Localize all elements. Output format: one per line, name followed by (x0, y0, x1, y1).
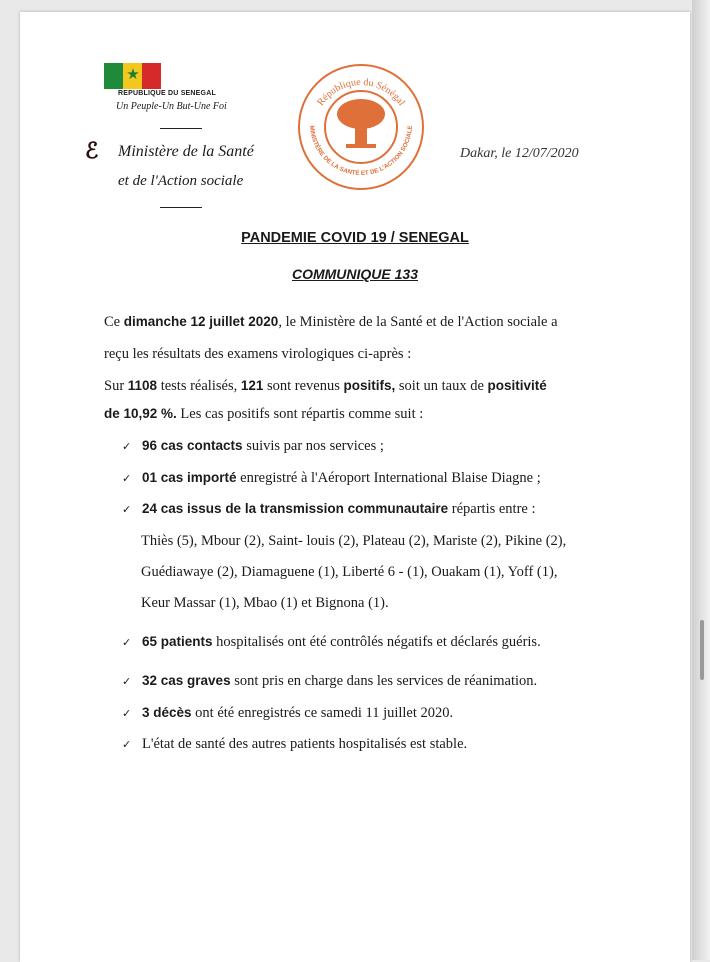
list-item-community (122, 501, 536, 518)
checkmark-icon: ✓ (122, 440, 132, 453)
flag-star-icon: ★ (126, 67, 140, 83)
intro-line-3 (104, 378, 547, 395)
locations-line-2: Guédiawaye (2), Diamaguene (1), Liberté 6 - (1), Ouakam (1), Yoff (1), (141, 564, 558, 580)
item-text: ont été enregistrés ce samedi 11 juillet 2020. (191, 705, 454, 721)
locations-line-3: Keur Massar (1), Mbao (1) et Bignona (1). (141, 595, 389, 611)
intro-line-1 (104, 314, 558, 331)
text-run: Sur (104, 378, 128, 394)
baobab-tree-icon (337, 99, 385, 148)
list-item-contacts (122, 438, 384, 455)
report-day: dimanche 12 juillet 2020 (123, 314, 279, 329)
item-text: L'état de santé des autres patients hospitalisés est stable. (142, 736, 468, 752)
flag-stripe-red (142, 63, 161, 89)
checkmark-icon: ✓ (122, 472, 132, 485)
intro-line-4 (104, 406, 423, 423)
national-motto: Un Peuple-Un But-Une Foi (116, 101, 227, 112)
text-run: Les cas positifs sont répartis comme suit : (176, 406, 424, 422)
republic-name: REPUBLIQUE DU SENEGAL (118, 90, 216, 97)
seal-bottom-text: MINISTÈRE DE LA SANTÉ ET DE L'ACTION SOCIALE (307, 125, 415, 178)
date-line: Dakar, le 12/07/2020 (460, 146, 579, 161)
communique-number: COMMUNIQUE 133 (291, 266, 419, 282)
tests-count: 1108 (127, 378, 158, 393)
divider-top (160, 128, 202, 129)
item-text: hospitalisés ont été contrôlés négatifs et déclarés guéris. (212, 634, 541, 650)
item-bold: 01 cas importé (142, 470, 237, 485)
item-bold: 3 décès (142, 705, 192, 720)
item-text: sont pris en charge dans les services de réanimation. (230, 673, 538, 689)
positive-count: 121 (240, 378, 264, 393)
item-text: enregistré à l'Aéroport International Blaise Diagne ; (236, 470, 541, 486)
item-bold: 96 cas contacts (142, 438, 243, 453)
seal-top-text: République du Sénégal (315, 76, 407, 108)
list-item-severe (122, 673, 537, 690)
text-run: tests réalisés, (157, 378, 241, 394)
positive-word: positifs, (343, 378, 396, 393)
list-item-imported (122, 470, 541, 487)
checkmark-icon: ✓ (122, 636, 132, 649)
page-edge (692, 0, 710, 960)
checkmark-icon: ✓ (122, 738, 132, 751)
ministry-name-line2: et de l'Action sociale (118, 173, 244, 189)
positivity-rate: de 10,92 %. (104, 406, 177, 421)
checkmark-icon: ✓ (122, 707, 132, 720)
text-run: soit un taux de (395, 378, 488, 394)
locations-line-1: Thiès (5), Mbour (2), Saint- louis (2), Plateau (2), Mariste (2), Pikine (2), (141, 533, 567, 549)
item-text: suivis par nos services ; (242, 438, 384, 454)
flag-stripe-green (104, 63, 123, 89)
item-bold: 24 cas issus de la transmission communautaire (142, 501, 449, 516)
list-item-stable (122, 736, 467, 753)
text-run: sont revenus (263, 378, 344, 394)
divider-bottom (160, 207, 202, 208)
page-title: PANDEMIE COVID 19 / SENEGAL (241, 230, 469, 246)
text-run: Ce (104, 314, 124, 330)
scroll-indicator (700, 620, 704, 680)
ministry-seal-icon (296, 62, 426, 192)
list-item-healed (122, 634, 541, 651)
ministry-name-line1: Ministère de la Santé (118, 143, 254, 160)
ministry-logo-icon: ℰ (85, 138, 99, 163)
item-text: répartis entre : (448, 501, 536, 517)
checkmark-icon: ✓ (122, 503, 132, 516)
intro-line-2: reçu les résultats des examens virologiques ci-après : (104, 346, 412, 362)
checkmark-icon: ✓ (122, 675, 132, 688)
item-bold: 32 cas graves (142, 673, 231, 688)
list-item-deaths (122, 705, 453, 722)
item-bold: 65 patients (142, 634, 213, 649)
senegal-flag (104, 63, 161, 89)
text-run: , le Ministère de la Santé et de l'Action sociale a (278, 314, 558, 330)
positivity-word: positivité (487, 378, 547, 393)
